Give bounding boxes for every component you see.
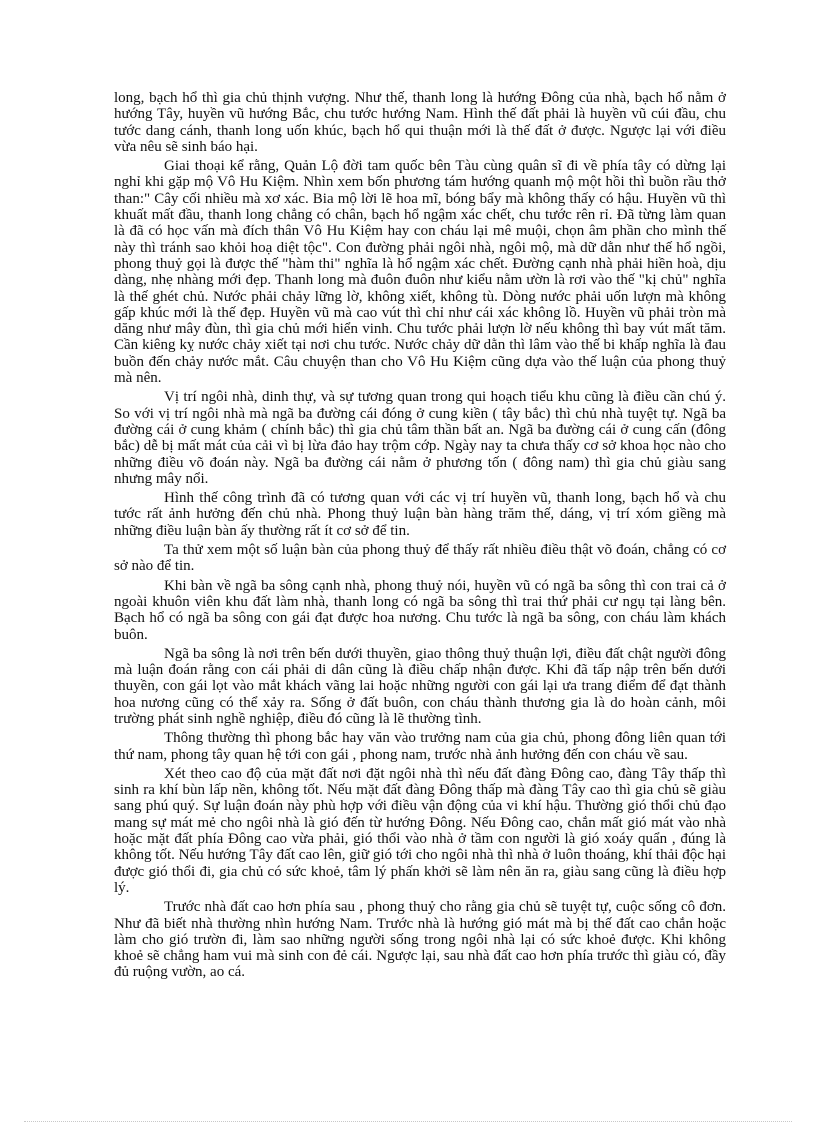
document-body	[114, 90, 726, 984]
page-bottom-divider	[24, 1121, 792, 1122]
paragraph-6: Khi bàn về ngã ba sông cạnh nhà, phong thuỷ nói, huyền vũ có ngã ba sông thì con trai cả ở ngoài khuôn viên khu đất làm nhà, thanh long có ngã ba sông thì trai thứ phải cư ngụ tại làng bên. Bạch hổ có ngã ba sông con gái đạt được hoa nương. Chu tước là ngã ba sông, con cháu làm khách buôn.	[114, 577, 726, 643]
paragraph-8: Thông thường thì phong bắc hay văn vào trưởng nam của gia chủ, phong đông liên quan tới thứ nam, phong tây quan hệ tới con gái , phong nam, trước nhà ảnh hưởng đến con cháu về sau.	[114, 730, 726, 763]
paragraph-5: Ta thử xem một số luận bàn của phong thuỷ để thấy rất nhiều điều thật võ đoán, chẳng có cơ sở nào để tin.	[114, 542, 726, 575]
paragraph-1: long, bạch hổ thì gia chủ thịnh vượng. Như thế, thanh long là hướng Đông của nhà, bạch hổ nằm ở hướng Tây, huyền vũ hướng Bắc, chu tước hướng Nam. Hình thế đất phải là huyền vũ cúi đầu, chu tước dang cánh, thanh long uốn khúc, bạch hổ qui thuận mới là thế đất ở được. Ngược lại với điều vừa nêu sẽ sinh báo hại.	[114, 90, 726, 155]
paragraph-3: Vị trí ngôi nhà, dinh thự, và sự tương quan trong qui hoạch tiểu khu cũng là điều cần chú ý. So với vị trí ngôi nhà mà ngã ba đường cái đóng ở cung kiền ( tây bắc) thì chủ nhà tuyệt tự. Ngã ba đường cái ở cung khảm ( chính bắc) thì gia chủ tâm thần bất an. Ngã ba đường cái ở cung cấn (đông bắc) dễ bị mất mát của cải vì bị lừa đảo hay trộm cớp. Ngày nay ta chưa thấy cơ sở khoa học nào cho những điều võ đoán này. Ngã ba đường cái nằm ở phương tốn ( đông nam) thì gia chủ giàu sang nhưng mây nổi.	[114, 389, 726, 487]
paragraph-4: Hình thế công trình đã có tương quan với các vị trí huyền vũ, thanh long, bạch hổ và chu tước rất ảnh hưởng đến chủ nhà. Phong thuỷ luận bàn hàng trăm thế, dáng, vị trí xóm giềng mà những điều luận bàn ấy thường rất ít cơ sở để tin.	[114, 490, 726, 539]
paragraph-10: Trước nhà đất cao hơn phía sau , phong thuỷ cho rằng gia chủ sẽ tuyệt tự, cuộc sống cô đơn. Như đã biết nhà thường nhìn hướng Nam. Trước nhà là hướng gió mát mà bị thế đất cao chắn hoặc làm cho gió trườn đi, làm sao những người sống trong ngôi nhà lại có sức khoẻ được. Khi không khoẻ sẽ chẳng ham vui mà sinh con đẻ cái. Ngược lại, sau nhà đất cao hơn phía trước thì giàu có, đầy đủ ruộng vườn, ao cá.	[114, 899, 726, 981]
paragraph-2: Giai thoại kể rằng, Quản Lộ đời tam quốc bên Tàu cùng quân sĩ đi về phía tây có dừng lại nghỉ khi gặp mộ Vô Hu Kiệm. Nhìn xem bốn phương tám hướng quanh mộ một hồi thì buồn rầu thở than:" Cây cối nhiều mà xơ xác. Bia mộ lời lẽ hoa mĩ, bóng bẩy mà không thấy có hậu. Huyền vũ thì khuất mất đầu, thanh long chẳng có chân, bạch hổ ngậm xác chết, chu tước rên rỉ. Đã từng làm quan là đã có học vấn mà đích thân Vô Hu Kiệm hay con cháu lại mê muội, chọn âm phần cho mình thế này thì tránh sao khỏi hoạ diệt tộc". Con đường phải ngôi nhà, ngôi mộ, mà dữ dằn như thế hổ ngồi, phong thuỷ gọi là được thế "hàm thi" nghĩa là hổ ngậm xác chết. Đường cạnh nhà phải hiền hoà, dịu dàng, nhẹ nhàng mới đẹp. Thanh long mà đuôn đuôn như kiểu nằm ườn là rơi vào thế "kị chủ" nghĩa là thế ghét chủ. Nước phải chảy lững lờ, không xiết, không tù. Dòng nước phải uốn lượn mà không gấp khúc mới là thế đẹp. Huyền vũ mà cao vút thì chỉ như cái xác không lồ. Huyền vũ phải tròn mà dăng như mây đùn, thì gia chủ mới hiển vinh. Chu tước phải lượn lờ nếu không thì bay vút mất tăm. Cần kiêng kỵ nước chảy xiết tại nơi chu tước. Nước chảy dữ dằn thì lâm vào thế bi khấp nghĩa là đau buồn đến chảy nước mắt. Câu chuyện than cho Vô Hu Kiệm cũng dựa vào thế luận của phong thuỷ mà nên.	[114, 158, 726, 387]
paragraph-7: Ngã ba sông là nơi trên bến dưới thuyền, giao thông thuỷ thuận lợi, điều đất chật người đông mà luận đoán rằng con cái phải di dân cũng là điều chấp nhận được. Khi đã tấp nập trên bến dưới thuyền, con gái lọt vào mắt khách vãng lai hoặc những người con gái lại ưa trang điểm để đạt thành hoa nương cũng có thể xảy ra. Sống ở đất buôn, con cháu thành thương gia là do hoàn cảnh, môi trường phát sinh nghề nghiệp, điều đó cũng là lẽ thường tình.	[114, 645, 726, 727]
paragraph-9: Xét theo cao độ của mặt đất nơi đặt ngôi nhà thì nếu đất đàng Đông cao, đàng Tây thấp thì sinh ra khí bùn lấp nền, không tốt. Nếu mặt đất đàng Đông thấp mà đàng Tây cao thì gia chủ sẽ giàu sang phú quý. Sự luận đoán này phù hợp với điều vận động của vi khí hậu. Thường gió thổi chủ đạo mang sự mát mẻ cho ngôi nhà là gió đến từ hướng Đông. Nếu Đông cao, chắn mất gió mát vào nhà hoặc mặt đất phía Đông cao vừa phải, gió thổi vào nhà ở tầm con người là gió xoáy quẩn , đúng là không tốt. Nếu hướng Tây đất cao lên, giữ gió tới cho ngôi nhà thì nhà ở luôn thoáng, khí thải độc hại được gió thổi đi, gia chủ có sức khoẻ, tâm lý phấn khởi sẽ làm nên ăn ra, giàu sang cũng là điều hợp lý.	[114, 765, 726, 896]
